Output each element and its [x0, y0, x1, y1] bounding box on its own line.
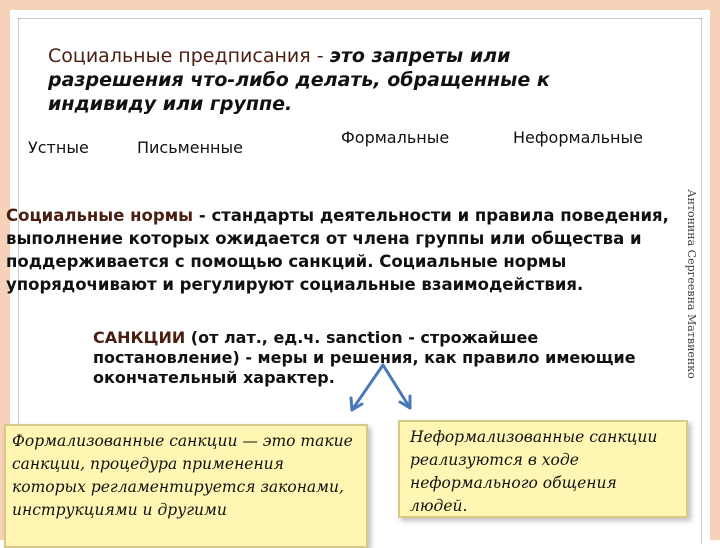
arrow-left [351, 365, 383, 410]
arrow-right [383, 365, 410, 408]
informal-sanctions-box: Неформализованные санкции реализуются в ходе неформального общения людей. [398, 420, 688, 518]
title-lead: Социальные предписания - [48, 45, 330, 67]
norms-heading: Социальные нормы [6, 206, 194, 225]
label-oral: Устные [28, 138, 89, 157]
label-informal: Неформальные [513, 128, 643, 147]
norms-text: - стандарты деятельности и правила поведения, выполнение которых ожидается от члена группы или общества и поддерживается с помощью санкций. Социальные нормы упорядочивают и регулируют социальные взаимодействия. [6, 206, 669, 294]
formal-sanctions-box: Формализованные санкции — это такие санкции, процедура применения которых регламентируется законами, инструкциями и другими [4, 424, 368, 548]
label-formal: Формальные [341, 128, 450, 147]
label-written: Письменные [137, 138, 243, 157]
sanctions-heading: САНКЦИИ [93, 328, 186, 347]
side-author-text: Антонина Сергеевна Матвиенко [685, 189, 698, 379]
sanctions-text: (от лат., ед.ч. sanction - строжайшее постановление) - меры и решения, как правило имеющие окончательный характер. [93, 328, 636, 387]
title-definition: это запреты или разрешения что-либо делать, обращенные к индивиду или группе. [48, 45, 550, 115]
